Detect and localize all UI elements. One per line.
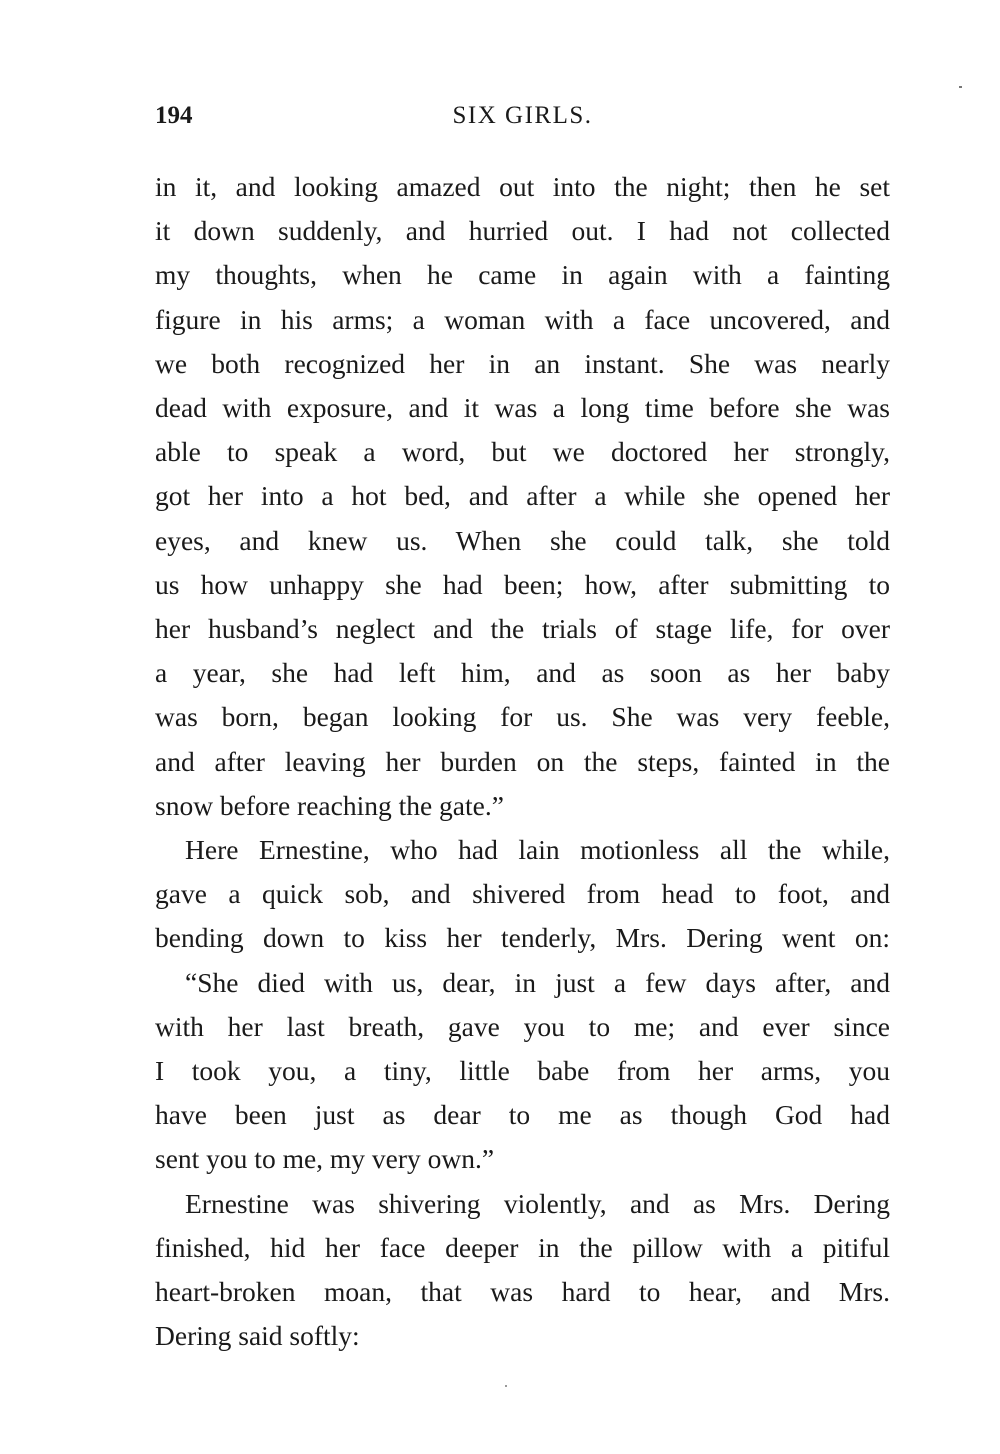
text-line: her husband’s neglect and the trials of stage life, for over (155, 613, 890, 645)
text-line: was born, began looking for us. She was very feeble, (155, 701, 890, 733)
text-line: Ernestine was shivering violently, and as Mrs. Dering (185, 1187, 890, 1219)
text-line: I took you, a tiny, little babe from her arms, you (155, 1055, 890, 1087)
text-line: it down suddenly, and hurried out. I had not collected (155, 215, 890, 247)
text-line: eyes, and knew us. When she could talk, she told (155, 524, 890, 556)
text-line: and after leaving her burden on the steps, fainted in the (155, 745, 890, 777)
text-line: gave a quick sob, and shivered from head to foot, and (155, 878, 890, 910)
scan-mark (505, 1385, 507, 1387)
text-line: we both recognized her in an instant. She was nearly (155, 347, 890, 379)
text-line: heart-broken moan, that was hard to hear, and Mrs. (155, 1276, 890, 1308)
text-line: my thoughts, when he came in again with a fainting (155, 259, 890, 291)
page-number: 194 (155, 102, 193, 129)
text-line: figure in his arms; a woman with a face uncovered, and (155, 303, 890, 335)
text-line: sent you to me, my very own.” (155, 1143, 495, 1175)
text-line: a year, she had left him, and as soon as her baby (155, 657, 890, 689)
text-line: with her last breath, gave you to me; and ever since (155, 1010, 890, 1042)
text-line: finished, hid her face deeper in the pillow with a pitiful (155, 1231, 890, 1263)
text-line: Here Ernestine, who had lain motionless all the while, (185, 834, 890, 866)
scan-mark (959, 86, 962, 88)
text-line: bending down to kiss her tenderly, Mrs. Dering went on: (155, 922, 890, 954)
running-title: SIX GIRLS. (452, 102, 593, 129)
text-line: snow before reaching the gate.” (155, 789, 504, 821)
text-line: able to speak a word, but we doctored her strongly, (155, 436, 890, 468)
body-text (155, 165, 890, 1358)
text-line: Dering said softly: (155, 1320, 360, 1352)
text-line: have been just as dear to me as though God had (155, 1099, 890, 1131)
text-line: “She died with us, dear, in just a few days after, and (185, 966, 890, 998)
text-line: got her into a hot bed, and after a while she opened her (155, 480, 890, 512)
text-line: in it, and looking amazed out into the night; then he set (155, 171, 890, 202)
text-line: us how unhappy she had been; how, after submitting to (155, 568, 890, 600)
text-line: dead with exposure, and it was a long time before she was (155, 392, 890, 424)
page-header (155, 102, 890, 142)
